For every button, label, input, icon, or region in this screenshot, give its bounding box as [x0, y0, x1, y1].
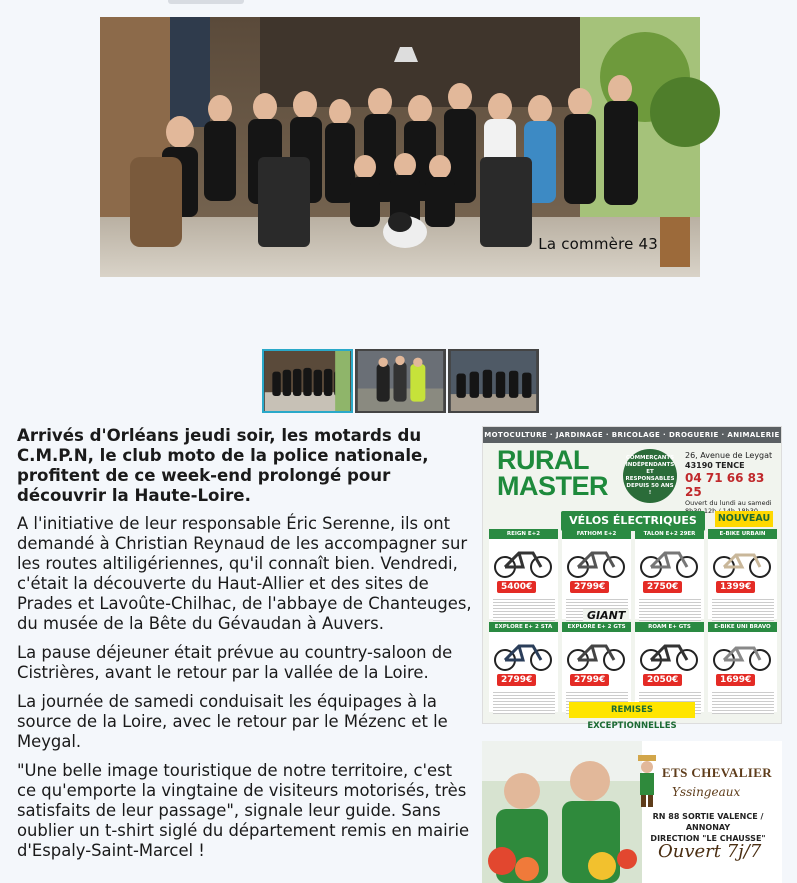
hours-line: Ouvert du lundi au samedi	[685, 499, 772, 507]
bike-price: 2799€	[497, 674, 536, 686]
bike-card	[708, 529, 777, 619]
store-town: Yssingeaux	[672, 785, 741, 799]
article-paragraph: La journée de samedi conduisait les équipages à la source de la Loire, avec le retour par le Mézenc et le Meygal.	[17, 692, 448, 751]
bike-specs	[712, 597, 774, 621]
address-line: 26, Avenue de Leygat	[685, 451, 773, 460]
thumbnail-2[interactable]	[355, 349, 446, 413]
bike-icon	[639, 636, 699, 672]
article-body	[17, 426, 472, 870]
bike-card	[562, 529, 631, 619]
article-paragraph: La pause déjeuner était prévue au country-saloon de Cistrières, avant le retour par la vallée de la Loire.	[17, 643, 453, 682]
giant-brand-logo: GIANT	[583, 609, 629, 622]
bike-icon	[566, 636, 626, 672]
photo-credit: La commère 43	[538, 235, 658, 253]
rural-master-logo	[497, 447, 617, 499]
directions	[634, 811, 782, 844]
logo-line: RURAL	[497, 445, 589, 475]
bike-icon	[566, 543, 626, 579]
new-badge: NOUVEAU	[715, 511, 773, 527]
thumbnail-image	[264, 351, 351, 411]
bike-model: EXPLORE E+ 2 GTS	[567, 624, 626, 630]
bike-model: TALON E+2 29ER	[643, 531, 696, 537]
bike-specs	[639, 597, 701, 621]
bike-grid	[489, 529, 777, 712]
bike-icon	[493, 543, 553, 579]
bike-icon	[639, 543, 699, 579]
bike-specs	[712, 690, 774, 714]
rural-master-ad[interactable]	[482, 426, 782, 731]
bike-icon	[712, 543, 772, 579]
bike-price: 1399€	[716, 581, 755, 593]
opening-days: Ouvert 7j/7	[658, 841, 762, 862]
thumbnail-1[interactable]	[262, 349, 353, 413]
bike-specs	[493, 597, 555, 621]
ebikes-banner: VÉLOS ÉLECTRIQUES	[561, 511, 705, 531]
hero-photo[interactable]	[100, 17, 700, 277]
bike-specs	[493, 690, 555, 714]
bike-price: 2750€	[643, 581, 682, 593]
bike-card	[562, 622, 631, 712]
ets-chevalier-ad[interactable]	[482, 741, 782, 883]
city-line: 43190 TENCE	[685, 461, 745, 470]
route-line: RN 88 SORTIE VALENCE / ANNONAY	[652, 812, 764, 832]
logo-line: MASTER	[497, 471, 608, 501]
bike-card	[708, 622, 777, 712]
store-address	[685, 451, 781, 515]
bike-card	[489, 622, 558, 712]
bike-price: 2799€	[570, 581, 609, 593]
bike-model: FATHOM E+2	[576, 531, 617, 537]
bike-icon	[712, 636, 772, 672]
discount-banner: REMISES EXCEPTIONNELLES	[569, 702, 695, 718]
ad-topbar: MOTOCULTURE · JARDINAGE · BRICOLAGE · DROGUERIE · ANIMALERIE	[483, 427, 781, 443]
thumbnail-3[interactable]	[448, 349, 539, 413]
mascot-icon	[634, 753, 660, 809]
bike-model: E-BIKE URBAIN	[719, 531, 766, 537]
bike-model: EXPLORE E+ 2 STA	[494, 624, 553, 630]
bike-model: REIGN E+2	[506, 531, 541, 537]
bike-price: 2050€	[643, 674, 682, 686]
bike-model: E-BIKE UNI BRAVO	[714, 624, 771, 630]
article-paragraph: A l'initiative de leur responsable Éric Serenne, ils ont demandé à Christian Reynaud de les accompagner sur les routes altiligériennes, qu'il connaît bien. Vendredi, c'était la découverte du Haut-Allier et des sites de Prades et Lavoûte-Chilhac, de l'abbaye de Chanteuges, du musée de la Bête du Gévaudan à Auvers.	[17, 514, 472, 633]
phone-number: 04 71 66 83 25	[685, 471, 765, 499]
bike-price: 2799€	[570, 674, 609, 686]
bike-card	[489, 529, 558, 619]
article-paragraph: "Une belle image touristique de notre territoire, c'est ce qu'emporte la vingtaine de visiteurs motorisés, très satisfaits de leur passage", signale leur guide. Sans oublier un t-shirt siglé du département remis en mairie d'Espaly-Saint-Marcel !	[17, 761, 470, 860]
bike-price: 5400€	[497, 581, 536, 593]
route-line: DIRECTION "LE CHAUSSE"	[650, 834, 766, 843]
bike-price: 1699€	[716, 674, 755, 686]
gallery-thumbnails	[262, 349, 539, 413]
nursery-photo	[482, 741, 642, 883]
bike-card	[635, 622, 704, 712]
article-lead: Arrivés d'Orléans jeudi soir, les motards du C.M.P.N, le club moto de la police nationale, profitent de ce week-end prolongé pour découvrir la Haute-Loire.	[17, 426, 429, 505]
thumbnail-image	[450, 351, 537, 411]
bike-card	[635, 529, 704, 619]
independent-badge: COMMERÇANTS INDÉPENDANTS ET RESPONSABLES DEPUIS 50 ANS !	[623, 449, 677, 503]
bike-icon	[493, 636, 553, 672]
bike-model: ROAM E+ GTS	[648, 624, 691, 630]
top-tab-indicator	[168, 0, 244, 4]
thumbnail-image	[357, 351, 444, 411]
store-name: ETS CHEVALIER	[662, 765, 773, 780]
